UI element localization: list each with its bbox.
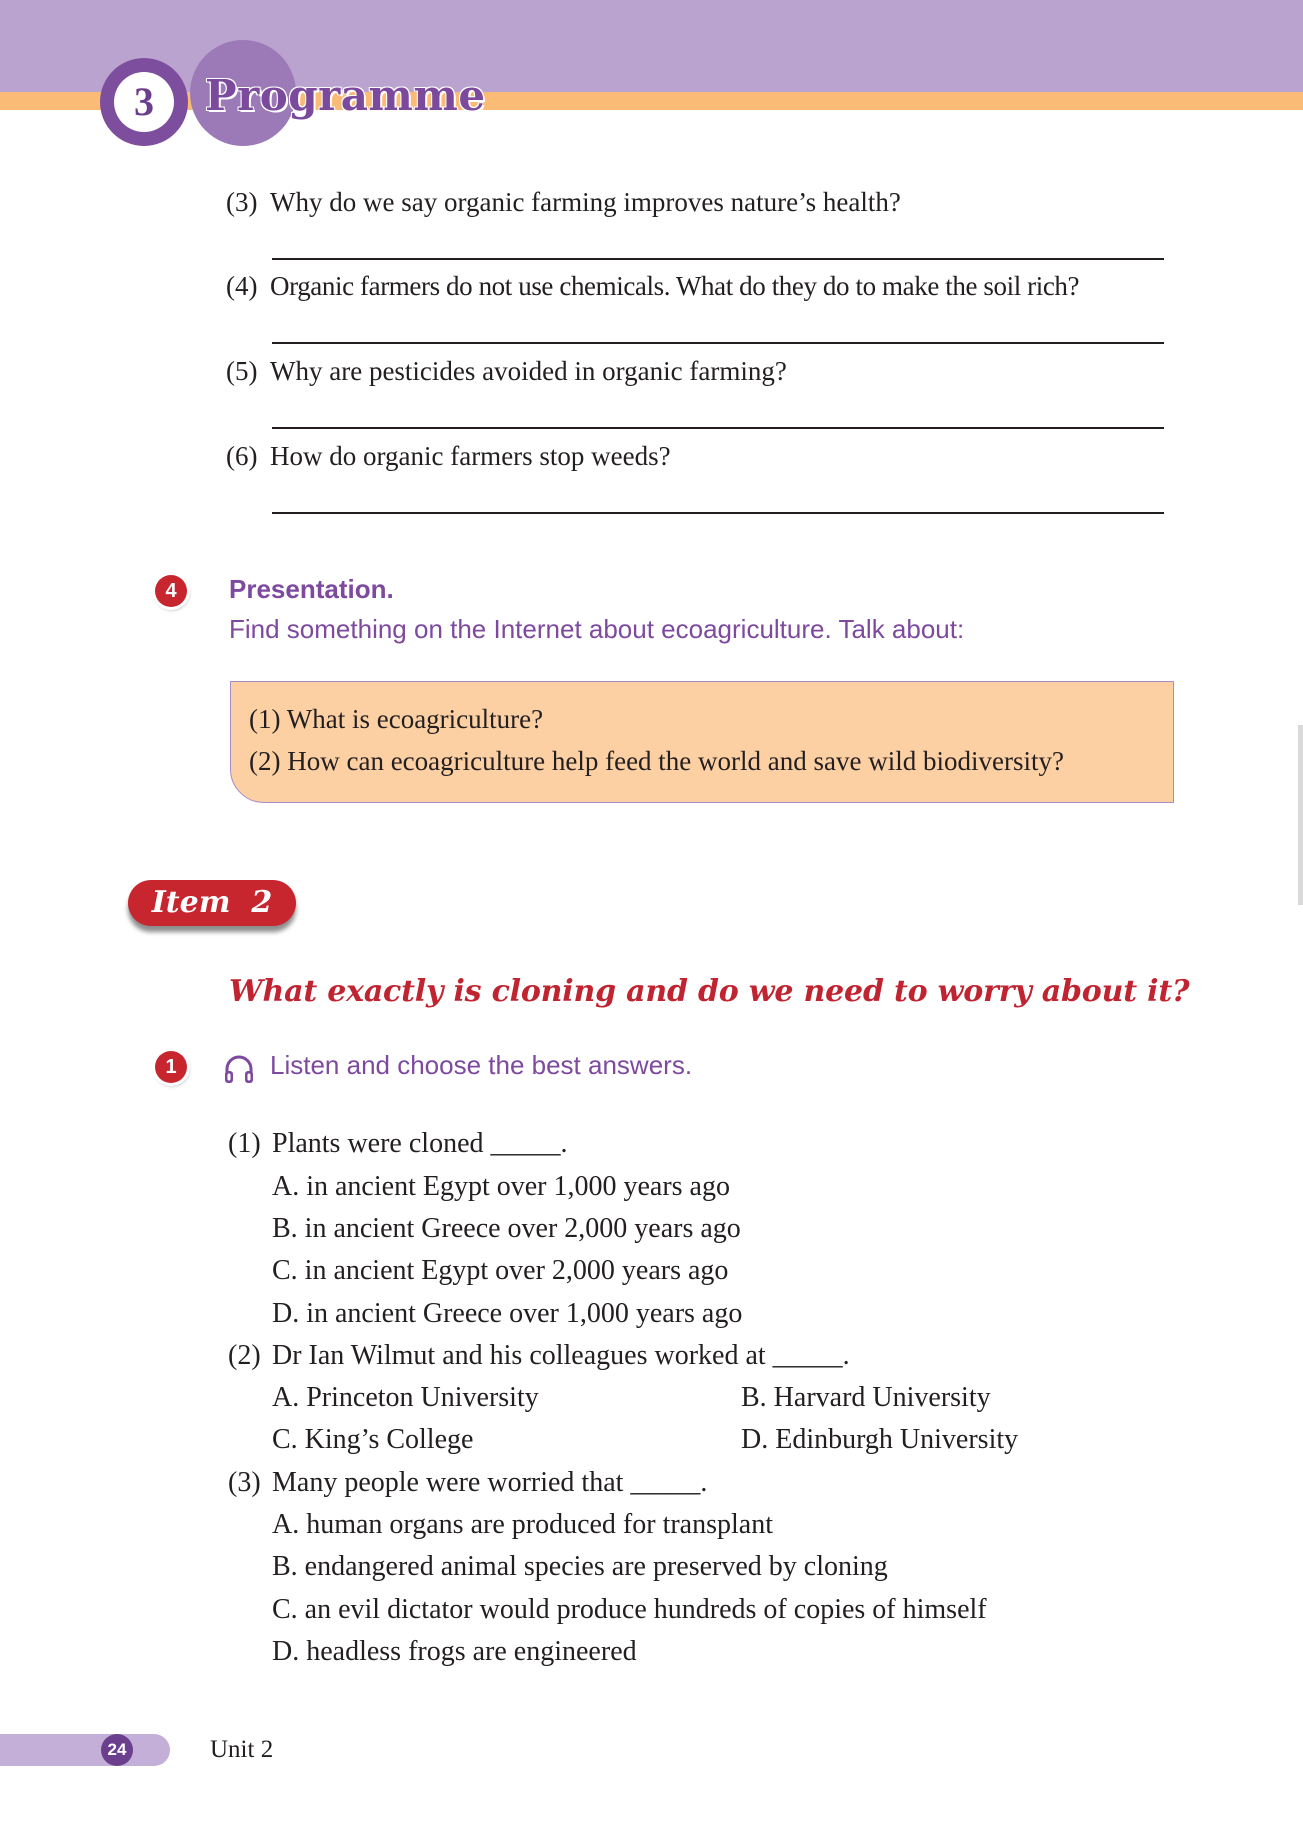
question-text: How do organic farmers stop weeds? — [270, 441, 671, 471]
question-stem: Many people were worried that _____. — [272, 1467, 708, 1498]
question-text: Organic farmers do not use chemicals. What do they do to make the soil rich? — [270, 271, 1080, 301]
presentation-item-2: (2) How can ecoagriculture help feed the world and save wild biodiversity? — [249, 746, 1064, 776]
option-3a[interactable]: A. human organs are produced for transplant — [272, 1509, 773, 1540]
section-number: 3 — [114, 72, 174, 132]
section-title: Programme — [205, 71, 486, 120]
question-number: (5) — [226, 356, 258, 386]
footer-bar — [0, 1734, 170, 1766]
answer-line[interactable] — [272, 342, 1164, 344]
question-number: (2) — [228, 1340, 261, 1371]
question-text: Why do we say organic farming improves nature’s health? — [270, 187, 901, 217]
option-2b[interactable]: B. Harvard University — [741, 1382, 991, 1413]
question-3 — [226, 185, 901, 219]
presentation-box — [230, 681, 1174, 803]
page-number: 24 — [101, 1734, 133, 1766]
answer-line[interactable] — [272, 258, 1164, 260]
option-3c[interactable]: C. an evil dictator would produce hundreds of copies of himself — [272, 1594, 987, 1625]
question-5 — [226, 354, 787, 388]
question-text: Why are pesticides avoided in organic farming? — [270, 356, 787, 386]
question-6 — [226, 439, 671, 473]
headphones-icon — [222, 1052, 256, 1086]
option-1a[interactable]: A. in ancient Egypt over 1,000 years ago — [272, 1171, 730, 1202]
question-number: (3) — [228, 1467, 261, 1498]
option-3d[interactable]: D. headless frogs are engineered — [272, 1636, 637, 1667]
presentation-title: Presentation. — [229, 574, 394, 604]
question-4 — [226, 269, 1079, 303]
mcq-question-3 — [228, 1466, 707, 1500]
mcq-question-1 — [228, 1127, 568, 1161]
page-edge-mark — [1298, 725, 1303, 905]
item-2-tab: Item 2 — [128, 880, 296, 926]
question-stem: Plants were cloned _____. — [272, 1128, 568, 1159]
answer-line[interactable] — [272, 427, 1164, 429]
question-number: (4) — [226, 271, 258, 301]
mcq-question-2 — [228, 1339, 850, 1373]
question-number: (1) — [228, 1128, 261, 1159]
section-badge-4: 4 — [155, 575, 187, 607]
question-number: (3) — [226, 187, 258, 217]
option-3b[interactable]: B. endangered animal species are preserved by cloning — [272, 1551, 888, 1582]
option-2d[interactable]: D. Edinburgh University — [741, 1424, 1019, 1455]
section-badge-1: 1 — [155, 1051, 187, 1083]
question-stem: Dr Ian Wilmut and his colleagues worked at _____. — [272, 1340, 850, 1371]
option-1d[interactable]: D. in ancient Greece over 1,000 years ago — [272, 1298, 743, 1329]
unit-label: Unit 2 — [210, 1736, 274, 1763]
option-1b[interactable]: B. in ancient Greece over 2,000 years ago — [272, 1213, 741, 1244]
question-number: (6) — [226, 441, 258, 471]
option-2a[interactable]: A. Princeton University — [272, 1382, 539, 1413]
presentation-item-1: (1) What is ecoagriculture? — [249, 704, 544, 734]
listening-instruction: Listen and choose the best answers. — [270, 1050, 693, 1080]
item-2-heading: What exactly is cloning and do we need to worry about it? — [229, 974, 1190, 1009]
answer-line[interactable] — [272, 512, 1164, 514]
option-1c[interactable]: C. in ancient Egypt over 2,000 years ago — [272, 1255, 729, 1286]
option-2c[interactable]: C. King’s College — [272, 1424, 474, 1455]
presentation-instruction: Find something on the Internet about ecoagriculture. Talk about: — [229, 614, 965, 644]
